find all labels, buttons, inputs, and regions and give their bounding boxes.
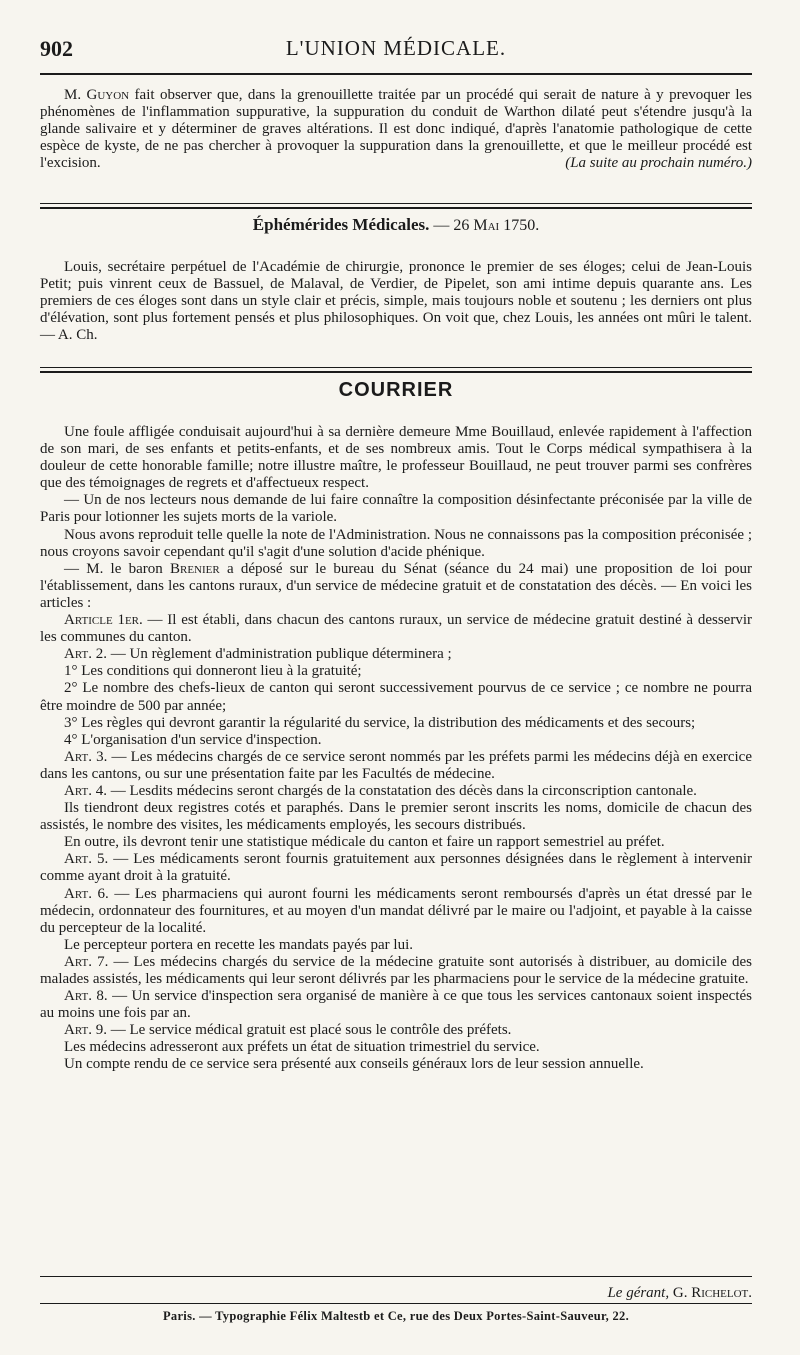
article-label: Art. 4. — [64, 782, 107, 799]
courrier-paragraph-3: Nous avons reproduit telle quelle la note de l'Administration. Nous ne connaissons pas la composition préconisée ; nous croyons savoir cependant qu'il s'agit d'une solution d'acide phénique. — [40, 526, 752, 560]
article-text: — Un règlement d'administration publique déterminera ; — [106, 646, 452, 663]
law-article — [40, 715, 752, 732]
article-text: 2° Le nombre des chefs-lieux de canton qui seront successivement pourvus de ce service ; ce nombre ne pourra être moindre de 500 par année; — [40, 680, 752, 714]
continued-note: (La suite au prochain numéro.) — [565, 155, 752, 172]
header-rule — [40, 73, 752, 75]
law-article — [40, 663, 752, 680]
courrier-p4-post: a déposé sur le bureau du Sénat (séance du 24 mai) une proposition de loi pour l'établissement, dans les cantons ruraux, d'un service de médecine gratuit et de constatation des décès. — En voici les articles : — [40, 560, 752, 611]
article-text: Les médecins adresseront aux préfets un état de situation trimestriel du service. — [64, 1039, 540, 1056]
law-article — [40, 646, 752, 663]
article-text: — Les médecins chargés de ce service seront nommés par les préfets parmi les médecins déjà en exercice dans les cantons, ou sur une présentation faite par les Facultés de médecine. — [40, 748, 752, 782]
ephemerides-title: Éphémérides Médicales. — [252, 215, 430, 234]
law-article — [40, 1039, 752, 1056]
law-article — [40, 749, 752, 783]
ephemerides-section — [40, 259, 752, 344]
law-article — [40, 680, 752, 714]
signature-name: G. Richelot. — [672, 1285, 752, 1301]
intro-speaker: M. Guyon — [64, 87, 130, 103]
article-label: Art. 2. — [64, 646, 107, 663]
courrier-p4-name: Brenier — [170, 560, 220, 577]
article-label: Art. 8. — [64, 988, 108, 1005]
article-label: Art. 6. — [64, 885, 109, 902]
ephemerides-text: Louis, secrétaire perpétuel de l'Académie de chirurgie, prononce le premier de ses éloges; celui de Jean-Louis Petit; puis vinrent ceux de Bassuel, de Malaval, de Verdier, de Pipelet, son ami intime depuis quarante ans. Les premiers de ces éloges sont dans un style clair et précis, simple, mais toujours noble et soutenu ; les derniers ont plus d'élévation, sont plus fortement pensés et plus philosophiques. On voit que, chez Louis, les années ont mûri le talent. — A. Ch. — [40, 259, 752, 344]
courrier-title: COURRIER — [338, 379, 454, 401]
intro-section — [40, 87, 752, 172]
page-number: 902 — [40, 36, 73, 61]
section-rule-top — [40, 203, 752, 204]
intro-paragraph — [40, 87, 752, 172]
courrier-p4-pre: — M. le baron — [64, 560, 170, 577]
article-text: 1° Les conditions qui donneront lieu à la gratuité; — [64, 663, 362, 680]
law-articles — [40, 612, 752, 1074]
law-article — [40, 783, 752, 800]
law-article — [40, 1056, 752, 1073]
article-text: Le percepteur portera en recette les mandats payés par lui. — [64, 936, 413, 953]
article-text: 4° L'organisation d'un service d'inspection. — [64, 731, 322, 748]
article-text: — Il est établi, dans chacun des cantons ruraux, un service de médecine gratuit destiné à desservir les communes du canton. — [40, 612, 752, 646]
ephemerides-date: — 26 Mai 1750. — [433, 217, 540, 234]
article-label: Art. 9. — [64, 1022, 107, 1039]
signature — [607, 1285, 752, 1302]
law-article — [40, 937, 752, 954]
article-text: Ils tiendront deux registres cotés et paraphés. Dans le premier seront inscrits les noms, domicile de chacun des assistés, le nombre des visites, les médicaments employés, les secours distribués. — [40, 800, 752, 834]
courrier-rule-bottom — [40, 371, 752, 373]
running-title: L'UNION MÉDICALE. — [285, 36, 507, 60]
printer-imprint: Paris. — Typographie Félix Maltestb et Ce, rue des Deux Portes-Saint-Sauveur, 22. — [162, 1309, 630, 1323]
article-text: — Lesdits médecins seront chargés de la constatation des décès dans la circonscription cantonale. — [106, 782, 697, 799]
law-article — [40, 954, 752, 988]
article-text: Un compte rendu de ce service sera présenté aux conseils généraux lors de leur session annuelle. — [64, 1056, 644, 1073]
courrier-paragraph-1: Une foule affligée conduisait aujourd'hui à sa dernière demeure Mme Bouillaud, enlevée rapidement à l'affection de son mari, de ses enfants et petits-enfants, et de ses nombreux amis. Tout le Corps médical sympathisera à la douleur de cette honorable famille; notre illustre maître, le professeur Bouillaud, ne peut trouver parmi ses confrères que des témoignages de regrets et d'affectueux respect. — [40, 424, 752, 492]
imprint-rule — [40, 1303, 752, 1304]
article-text: — Les pharmaciens qui auront fourni les médicaments seront remboursés d'après un état dressé par le médecin, ordonnateur des fournitures, et au moyen d'un mandat délivré par le maire ou l'adjoint, et payable à la caisse du percepteur de la localité. — [40, 885, 752, 936]
article-label: Art. 3. — [64, 748, 108, 765]
article-text: 3° Les règles qui devront garantir la régularité du service, la distribution des médicaments et des secours; — [64, 714, 696, 731]
article-label: Art. 5. — [64, 851, 109, 868]
ephemerides-heading — [40, 215, 752, 235]
courrier-section — [40, 424, 752, 1074]
article-text: — Les médecins chargés du service de la médecine gratuite sont autorisés à distribuer, au domicile des malades assistés, les médicaments qui leur seront délivrés par les pharmaciens pour le service de la médecine gratuite. — [40, 953, 752, 987]
signature-role: Le gérant, — [607, 1285, 670, 1301]
article-label: Art. 7. — [64, 953, 109, 970]
law-article — [40, 851, 752, 885]
article-text: — Le service médical gratuit est placé sous le contrôle des préfets. — [106, 1022, 512, 1039]
footer-rule — [40, 1276, 752, 1277]
law-article — [40, 732, 752, 749]
law-article — [40, 886, 752, 937]
article-label: Article 1er. — [64, 612, 143, 629]
article-text: — Un service d'inspection sera organisé de manière à ce que tous les services cantonaux soient inspectés au moins une fois par an. — [40, 988, 752, 1022]
article-text: — Les médicaments seront fournis gratuitement aux personnes désignées dans le règlement à intervenir comme ayant droit à la gratuité. — [40, 851, 752, 885]
law-article — [40, 800, 752, 834]
section-rule-bottom — [40, 207, 752, 209]
courrier-paragraph-2: — Un de nos lecteurs nous demande de lui faire connaître la composition désinfectante préconisée par la ville de Paris pour lotionner les sujets morts de la variole. — [40, 492, 752, 526]
law-article — [40, 1022, 752, 1039]
courrier-paragraph-4 — [40, 561, 752, 612]
law-article — [40, 612, 752, 646]
courrier-rule-top — [40, 367, 752, 368]
page-header — [40, 36, 752, 70]
law-article — [40, 834, 752, 851]
law-article — [40, 988, 752, 1022]
article-text: En outre, ils devront tenir une statistique médicale du canton et faire un rapport semestriel au préfet. — [64, 834, 665, 851]
intro-text: fait observer que, dans la grenouillette traitée par un procédé qui serait de nature à y prevoquer les phénomènes de l'inflammation suppurative, la suppuration du conduit de Warthon dilaté peut s'étendre jusqu'à la glande salivaire et y déterminer de graves altérations. Il est donc indiqué, d'après l'anatomie pathologique de cette espèce de kyste, de ne pas chercher à provoquer la suppuration dans la grenouillette, et que le meilleur procédé est l'excision. — [40, 87, 752, 172]
